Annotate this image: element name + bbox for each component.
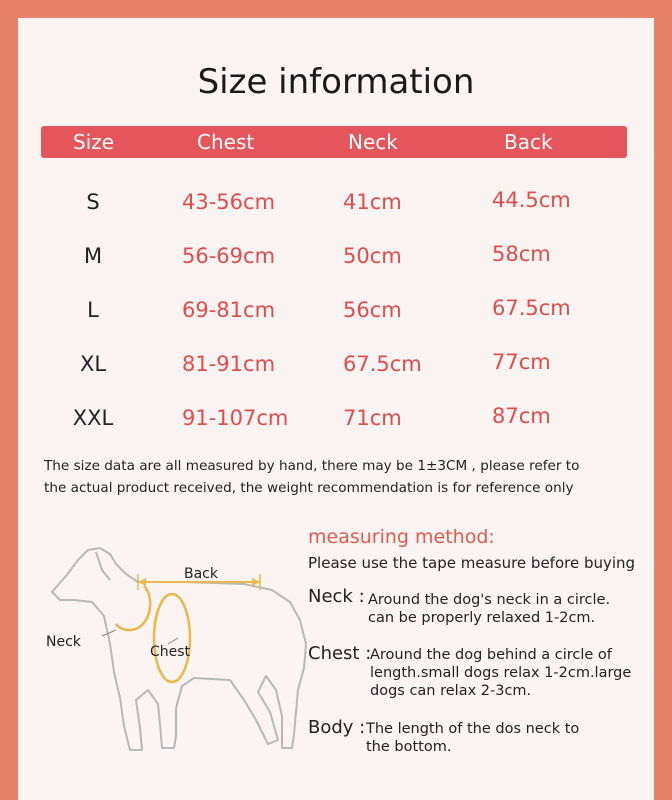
desc-line: the bottom.: [366, 739, 452, 755]
body-description: [366, 720, 579, 756]
table-row: [18, 244, 654, 284]
table-row: [18, 190, 654, 230]
term-label: Body: [308, 717, 354, 738]
term-label: Neck: [308, 586, 353, 607]
chest-cell: 81-91cm: [182, 352, 276, 376]
table-header: [41, 126, 627, 158]
page-title: Size information: [197, 62, 475, 102]
size-cell: L: [87, 298, 99, 322]
chest-label: Chest: [150, 644, 191, 660]
term-label: Chest: [308, 643, 360, 664]
size-cell: M: [83, 244, 103, 268]
size-cell: S: [86, 190, 100, 214]
table-row: [18, 298, 654, 338]
chest-cell: 91-107cm: [182, 406, 289, 430]
chest-cell: 56-69cm: [182, 244, 276, 268]
note-line: The size data are all measured by hand, there may be 1±3CM , please refer to: [44, 458, 580, 474]
desc-line: dogs can relax 2-3cm.: [370, 683, 532, 699]
neck-cell: 56cm: [343, 298, 402, 322]
chest-tape: [154, 594, 190, 682]
size-card: [18, 18, 654, 800]
neck-cell: 71cm: [343, 406, 402, 430]
chest-description: [370, 646, 631, 700]
back-cell: 44.5cm: [492, 188, 571, 212]
size-cell: XL: [79, 352, 107, 376]
chest-cell: 69-81cm: [182, 298, 276, 322]
term-chest: Chest :: [308, 643, 372, 664]
neck-label: Neck: [46, 634, 81, 650]
size-cell: XXL: [72, 406, 114, 430]
neck-cell: 50cm: [343, 244, 402, 268]
table-row: [18, 406, 654, 446]
measuring-intro: Please use the tape measure before buying: [308, 554, 636, 572]
back-cell: 58cm: [492, 242, 551, 266]
term-body: Body :: [308, 717, 366, 738]
header-neck: Neck: [348, 130, 398, 154]
term-neck: Neck :: [308, 586, 365, 607]
header-size: Size: [73, 130, 115, 154]
back-arrow-right-icon: [252, 578, 260, 586]
neck-description: [368, 591, 610, 627]
back-cell: 67.5cm: [492, 296, 571, 320]
chest-cell: 43-56cm: [182, 190, 276, 214]
desc-line: Around the dog's neck in a circle.: [368, 592, 611, 608]
back-cell: 87cm: [492, 404, 551, 428]
table-row: [18, 352, 654, 392]
neck-cell: 41cm: [343, 190, 402, 214]
header-back: Back: [504, 130, 553, 154]
neck-cell: 67.5cm: [343, 352, 422, 376]
desc-line: Around the dog behind a circle of: [370, 647, 612, 663]
back-arrow-left-icon: [138, 578, 146, 586]
measurement-note: [44, 455, 644, 499]
desc-line: The length of the dos neck to: [366, 721, 580, 737]
measuring-title: measuring method:: [308, 526, 495, 548]
desc-line: length.small dogs relax 1-2cm.large: [370, 665, 632, 681]
dog-diagram: [44, 540, 314, 760]
neck-tape: [116, 586, 150, 630]
back-cell: 77cm: [492, 350, 551, 374]
back-label: Back: [184, 566, 218, 582]
note-line: the actual product received, the weight recommendation is for reference only: [44, 480, 574, 496]
header-chest: Chest: [197, 130, 255, 154]
desc-line: can be properly relaxed 1-2cm.: [368, 610, 596, 626]
dog-ear: [96, 552, 110, 580]
